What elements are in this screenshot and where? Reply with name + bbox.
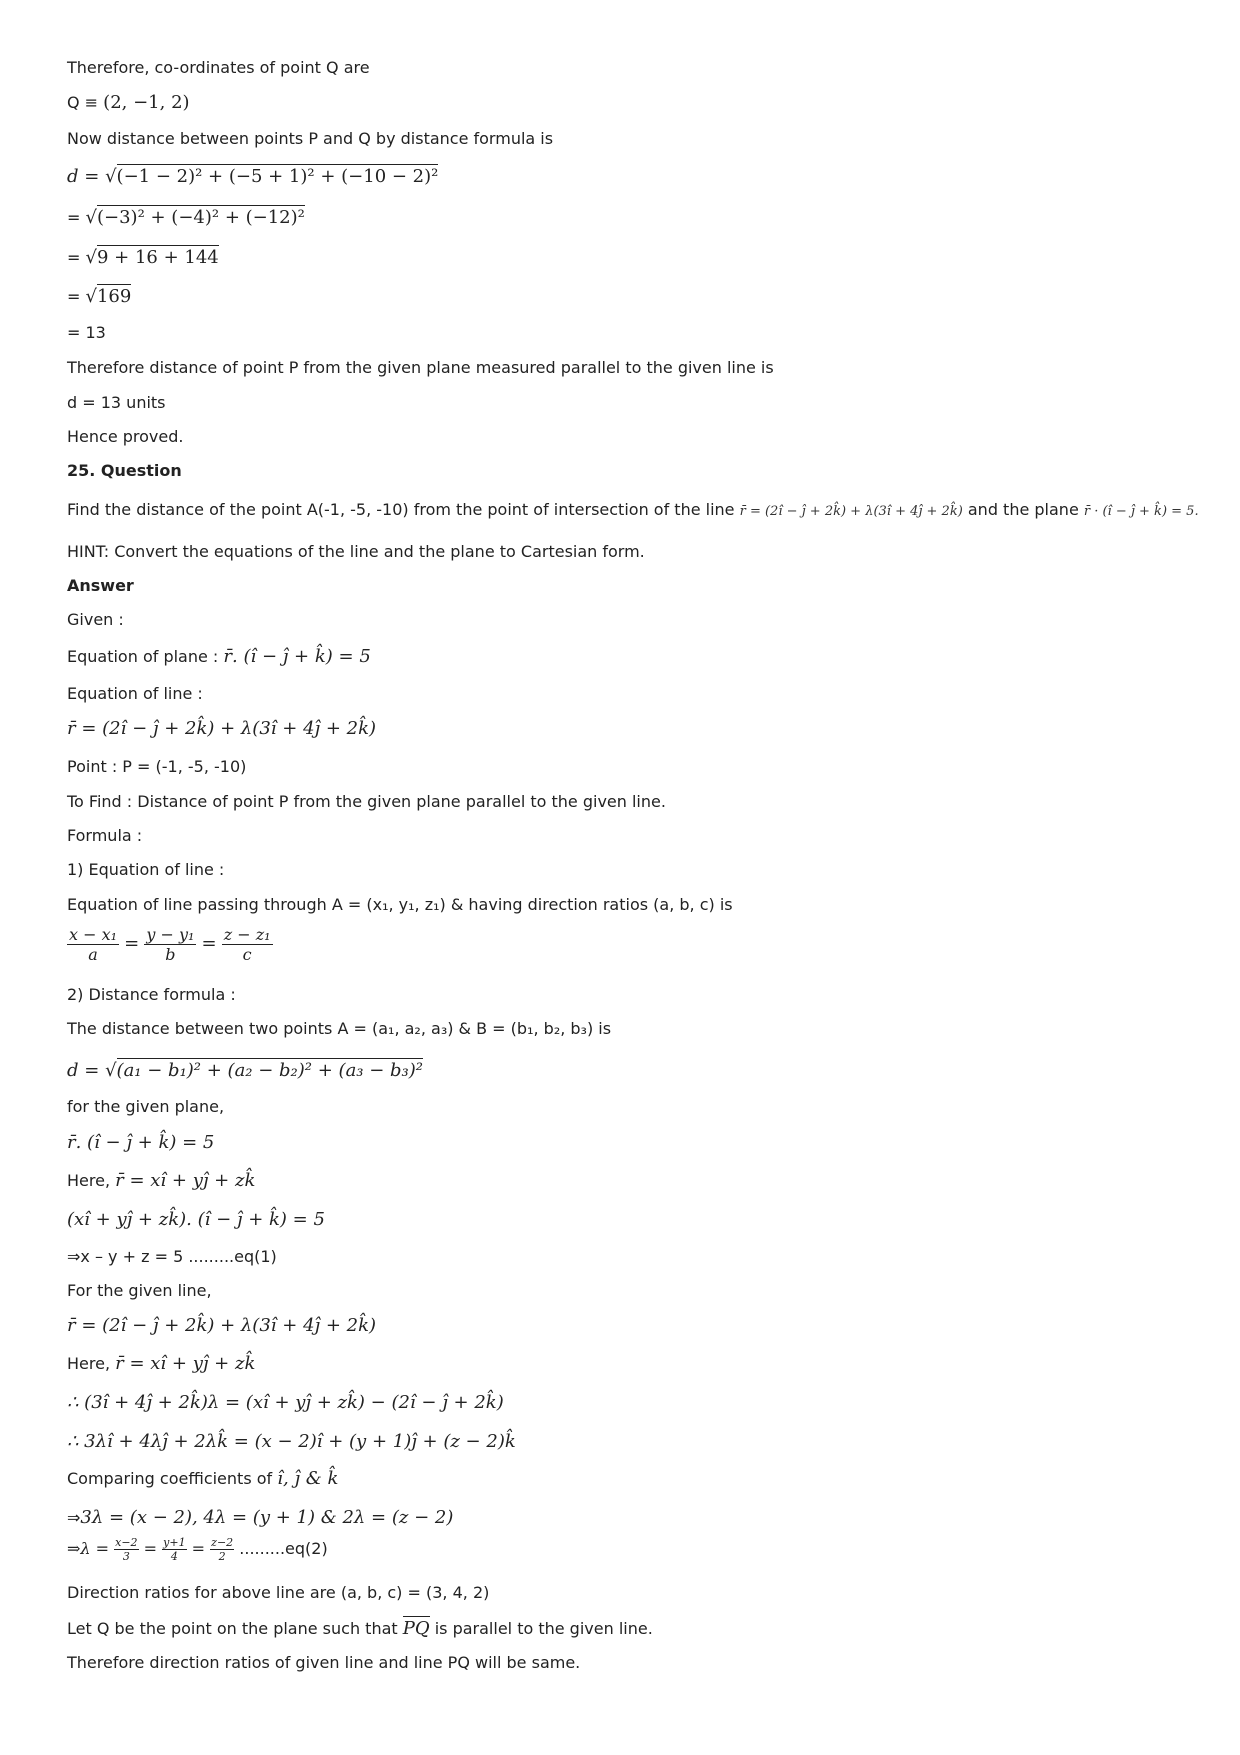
- text-line: [67, 1616, 653, 1640]
- equation-line: [67, 1315, 376, 1337]
- text: .........eq(2): [239, 1539, 328, 1558]
- numerator: z−2: [211, 1536, 234, 1549]
- text: Formula :: [67, 826, 143, 845]
- math: r̄ = xî + yĵ + zk̂: [115, 1353, 256, 1374]
- text-line: [67, 92, 190, 114]
- text-line: [67, 1018, 611, 1040]
- text: Equation of line passing through A = (x₁, y₁, z₁) & having direction ratios (a, b, c) is: [67, 895, 733, 914]
- equation-line: [67, 1058, 423, 1082]
- equals-sign: =: [124, 933, 140, 954]
- text: Comparing coefficients of: [67, 1469, 278, 1488]
- text-line: [67, 1582, 489, 1604]
- denominator: c: [242, 945, 252, 964]
- text: ⇒x – y + z = 5 .........eq(1): [67, 1247, 277, 1266]
- math: î, ĵ & k̂: [277, 1468, 339, 1489]
- text: Therefore direction ratios of given line and line PQ will be same.: [67, 1653, 581, 1672]
- equation-line: [67, 1132, 214, 1154]
- math: r̄ = (2î − ĵ + 2k̂) + λ(3î + 4ĵ + 2k̂): [67, 718, 377, 739]
- math-inline: r̄ = (2î − ĵ + 2k̂) + λ(3î + 4ĵ + 2k̂): [739, 504, 963, 519]
- text-line: [67, 1468, 338, 1490]
- text: =: [67, 287, 86, 306]
- denominator: 3: [122, 1550, 130, 1563]
- text: d = 13 units: [67, 393, 166, 412]
- sqrt-symbol: √: [105, 1060, 117, 1081]
- math-radicand: 9 + 16 + 144: [96, 247, 219, 268]
- heading: 25. Question: [67, 461, 182, 480]
- text-line: [67, 1096, 224, 1118]
- fraction: [222, 925, 273, 964]
- text: Therefore distance of point P from the given plane measured parallel to the given line is: [67, 358, 774, 377]
- denominator: 2: [218, 1550, 226, 1563]
- text-line: [67, 1280, 212, 1302]
- text-line: [67, 756, 246, 778]
- math: r̄. (î − ĵ + k̂) = 5: [67, 1132, 215, 1153]
- numerator: y+1: [163, 1536, 186, 1549]
- text: for the given plane,: [67, 1097, 225, 1116]
- denominator: b: [165, 945, 176, 964]
- text: Q ≡: [67, 93, 104, 112]
- math: r̄ = xî + yĵ + zk̂: [115, 1170, 256, 1191]
- math: ∴ 3λî + 4λĵ + 2λk̂ = (x − 2)î + (y + 1)ĵ + (z − 2)k̂: [67, 1431, 516, 1452]
- text-line: [67, 984, 236, 1006]
- sqrt-symbol: √: [85, 286, 97, 307]
- equation-line: [67, 1209, 325, 1231]
- math: ∴ (3î + 4ĵ + 2k̂)λ = (xî + yĵ + zk̂) − (2î − ĵ + 2k̂): [67, 1392, 504, 1413]
- math: r̄. (î − ĵ + k̂) = 5: [223, 646, 371, 667]
- text-line: [67, 791, 666, 813]
- fraction: [210, 1536, 234, 1563]
- math: (2, −1, 2): [103, 92, 190, 113]
- math-radicand: (−1 − 2)² + (−5 + 1)² + (−10 − 2)²: [116, 166, 439, 187]
- math-radicand: 169: [96, 286, 132, 307]
- text: Let Q be the point on the plane such that: [67, 1619, 403, 1638]
- equation-line: [67, 245, 219, 269]
- text-line: [67, 426, 183, 448]
- text: For the given line,: [67, 1281, 212, 1300]
- text: Therefore, co-ordinates of point Q are: [67, 58, 370, 77]
- text: Here,: [67, 1354, 116, 1373]
- text: Here,: [67, 1171, 116, 1190]
- math: (xî + yĵ + zk̂). (î − ĵ + k̂) = 5: [67, 1209, 325, 1230]
- fraction: [162, 1536, 186, 1563]
- heading: Answer: [67, 576, 134, 595]
- text-line: [67, 57, 370, 79]
- text-line: [67, 683, 203, 705]
- math: ⇒λ =: [67, 1539, 115, 1558]
- math: d =: [67, 1060, 106, 1081]
- text-line: [67, 392, 166, 414]
- text-line: [67, 646, 371, 668]
- equation-line: [67, 1392, 504, 1414]
- text: Point : P = (-1, -5, -10): [67, 757, 247, 776]
- sqrt-symbol: √: [105, 166, 117, 187]
- text: Given :: [67, 610, 124, 629]
- equation-line: [67, 718, 376, 740]
- sqrt-symbol: √: [85, 247, 97, 268]
- equation-line: [67, 284, 131, 308]
- equation-line: [67, 925, 273, 964]
- question-heading: [67, 460, 182, 482]
- numerator: x − x₁: [69, 925, 118, 944]
- text: Equation of line :: [67, 684, 203, 703]
- equals-sign: =: [201, 933, 217, 954]
- equation-line: [67, 205, 305, 229]
- text: The distance between two points A = (a₁, a₂, a₃) & B = (b₁, b₂, b₃) is: [67, 1019, 612, 1038]
- text-line: [67, 1170, 255, 1192]
- text-line: [67, 894, 733, 916]
- text-line: [67, 322, 106, 344]
- math: d =: [67, 166, 106, 187]
- denominator: 4: [170, 1550, 178, 1563]
- math-radicand: (a₁ − b₁)² + (a₂ − b₂)² + (a₃ − b₃)²: [116, 1060, 424, 1081]
- math-inline: r̄ · (î − ĵ + k̂) = 5.: [1083, 504, 1199, 519]
- text-line: [67, 357, 774, 379]
- text-line: [67, 859, 224, 881]
- math: r̄ = (2î − ĵ + 2k̂) + λ(3î + 4ĵ + 2k̂): [67, 1315, 377, 1336]
- text: is parallel to the given line.: [429, 1619, 653, 1638]
- math: 3λ = (x − 2), 4λ = (y + 1) & 2λ = (z − 2): [80, 1507, 454, 1528]
- text-line: [67, 825, 142, 847]
- fraction: [114, 1536, 138, 1563]
- equation-line: [67, 1536, 328, 1563]
- equals-sign: =: [143, 1539, 158, 1558]
- text: HINT: Convert the equations of the line and the plane to Cartesian form.: [67, 542, 645, 561]
- text: To Find : Distance of point P from the given plane parallel to the given line.: [67, 792, 666, 811]
- text: Now distance between points P and Q by distance formula is: [67, 129, 554, 148]
- equation-line: [67, 1507, 453, 1529]
- text-line: [67, 128, 553, 150]
- text-line: [67, 1652, 580, 1674]
- text: = 13: [67, 323, 106, 342]
- equals-sign: =: [191, 1539, 206, 1558]
- text: 2) Distance formula :: [67, 985, 236, 1004]
- numerator: x−2: [115, 1536, 138, 1549]
- text: Hence proved.: [67, 427, 184, 446]
- answer-heading: [67, 575, 134, 597]
- text: and the plane: [962, 500, 1084, 519]
- text-line: [67, 609, 124, 631]
- text: Direction ratios for above line are (a, b, c) = (3, 4, 2): [67, 1583, 490, 1602]
- denominator: a: [88, 945, 98, 964]
- math-radicand: (−3)² + (−4)² + (−12)²: [96, 207, 305, 228]
- equation-line: [67, 1431, 516, 1453]
- sqrt-symbol: √: [85, 207, 97, 228]
- text: ⇒: [67, 1508, 81, 1527]
- numerator: y − y₁: [146, 925, 195, 944]
- numerator: z − z₁: [223, 925, 271, 944]
- fraction: [67, 925, 119, 964]
- text: =: [67, 208, 86, 227]
- text: 1) Equation of line :: [67, 860, 225, 879]
- fraction: [144, 925, 196, 964]
- text: Equation of plane :: [67, 647, 224, 666]
- question-text: [67, 499, 1199, 523]
- math-vector: PQ: [402, 1618, 430, 1639]
- hint-text: [67, 541, 645, 563]
- equation-line: [67, 164, 438, 188]
- text-line: [67, 1353, 255, 1375]
- text: Find the distance of the point A(-1, -5, -10) from the point of intersection of the line: [67, 500, 740, 519]
- text: =: [67, 248, 86, 267]
- text-line: [67, 1246, 277, 1268]
